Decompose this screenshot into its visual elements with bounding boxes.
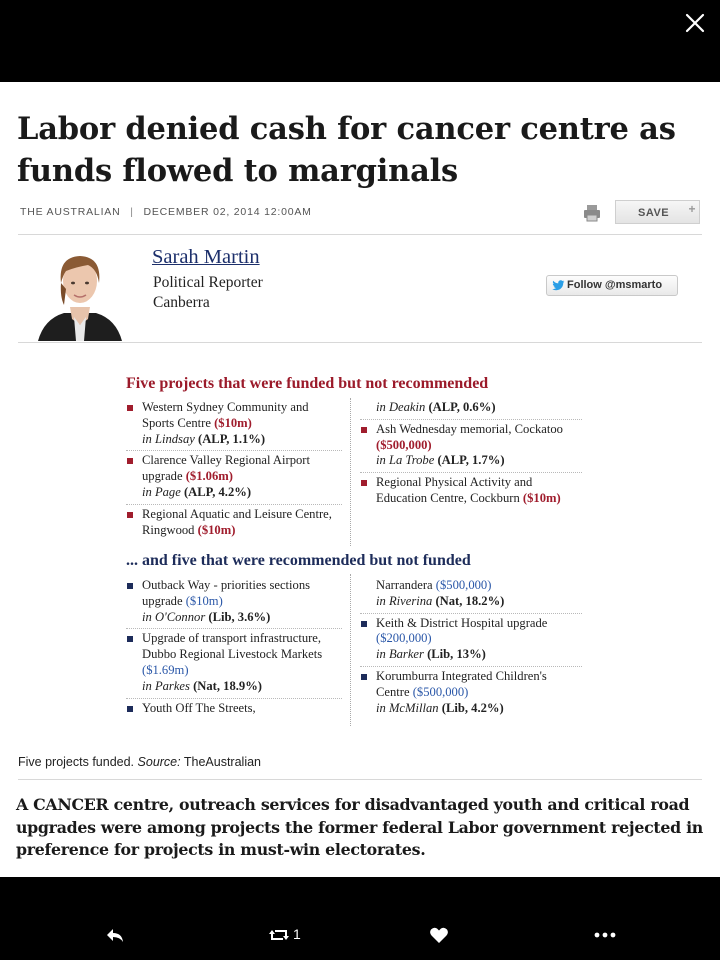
projects-infographic bbox=[116, 372, 586, 732]
electorate: in Lindsay bbox=[142, 431, 195, 446]
project-amount: ($200,000) bbox=[376, 631, 432, 646]
electorate: in Parkes bbox=[142, 678, 190, 693]
retweet-icon bbox=[268, 924, 290, 946]
bullet bbox=[361, 621, 367, 627]
follow-label: Follow @msmarto bbox=[567, 279, 663, 291]
party-margin: (Lib, 4.2%) bbox=[441, 700, 504, 715]
list-item bbox=[360, 578, 582, 614]
plus-icon: + bbox=[688, 202, 696, 216]
list-item bbox=[126, 578, 342, 629]
project-name: Korumburra Integrated Children's Centre bbox=[376, 668, 547, 699]
list-item bbox=[126, 400, 342, 451]
bullet bbox=[361, 427, 367, 433]
project-name: Youth Off The Streets, bbox=[142, 700, 256, 715]
bullet bbox=[127, 458, 133, 464]
list-item bbox=[360, 669, 582, 719]
divider bbox=[18, 342, 702, 343]
electorate: in McMillan bbox=[376, 700, 439, 715]
party-margin: (ALP, 4.2%) bbox=[183, 484, 252, 499]
project-amount: ($10m) bbox=[197, 522, 236, 537]
list-item bbox=[360, 422, 582, 473]
funded-title: Five projects that were funded but not recommended bbox=[126, 375, 489, 392]
party-margin: (Lib, 13%) bbox=[427, 647, 486, 662]
meta-separator: | bbox=[130, 206, 134, 218]
project-amount: ($1.69m) bbox=[142, 662, 189, 677]
twitter-follow-button[interactable] bbox=[546, 275, 678, 296]
column-divider bbox=[350, 398, 351, 546]
save-button[interactable] bbox=[615, 200, 700, 224]
article-page bbox=[0, 82, 720, 877]
project-name: Western Sydney Community and Sports Centre bbox=[142, 400, 309, 430]
caption-text: Five projects funded. bbox=[18, 755, 135, 769]
project-name: Regional Aquatic and Leisure Centre, Ringwood bbox=[142, 506, 332, 537]
twitter-bird-icon bbox=[552, 280, 565, 291]
not-funded-title: ... and five that were recommended but not funded bbox=[126, 552, 471, 569]
not-funded-right-column bbox=[360, 578, 582, 721]
project-name: Ash Wednesday memorial, Cockatoo bbox=[376, 421, 563, 436]
infographic-caption bbox=[18, 755, 261, 769]
viewer-top-bar bbox=[0, 0, 720, 82]
electorate: in Page bbox=[142, 484, 181, 499]
author-role: Political Reporter bbox=[153, 274, 263, 291]
project-amount: ($500,000) bbox=[435, 578, 492, 592]
bullet bbox=[127, 583, 133, 589]
party-margin: (ALP, 1.1%) bbox=[198, 431, 266, 446]
column-divider bbox=[350, 574, 351, 726]
project-name: Regional Physical Activity and Education Centre, Cockburn bbox=[376, 475, 533, 505]
list-item bbox=[360, 475, 582, 510]
bullet bbox=[127, 706, 133, 712]
project-name: Upgrade of transport infrastructure, Dubbo Regional Livestock Markets bbox=[142, 631, 323, 662]
list-item bbox=[360, 616, 582, 667]
caption-source-label: Source: bbox=[137, 755, 181, 769]
project-amount: ($500,000) bbox=[376, 437, 432, 452]
divider bbox=[18, 234, 702, 235]
bullet bbox=[361, 480, 367, 486]
project-amount: ($1.06m) bbox=[185, 469, 233, 484]
caption-source: TheAustralian bbox=[183, 755, 261, 769]
project-name: Clarence Valley Regional Airport upgrade bbox=[142, 453, 310, 484]
party-margin: (Lib, 3.6%) bbox=[208, 609, 271, 624]
tweet-action-bar bbox=[0, 877, 720, 960]
list-item bbox=[360, 400, 582, 420]
bullet bbox=[127, 636, 133, 642]
source-name[interactable]: THE AUSTRALIAN bbox=[20, 206, 121, 218]
article-headline: Labor denied cash for cancer centre as funds flowed to marginals bbox=[17, 111, 676, 189]
bullet bbox=[127, 512, 133, 518]
project-amount: ($10m) bbox=[214, 415, 252, 430]
funded-left-column bbox=[126, 400, 342, 543]
publish-date: DECEMBER 02, 2014 12:00AM bbox=[143, 206, 312, 218]
electorate: in O'Connor bbox=[142, 609, 206, 624]
electorate: in Riverina bbox=[376, 593, 433, 608]
author-location: Canberra bbox=[153, 294, 210, 311]
article-meta bbox=[20, 206, 312, 218]
divider bbox=[18, 779, 702, 780]
print-icon[interactable] bbox=[582, 203, 602, 223]
bullet bbox=[361, 674, 367, 680]
save-label: SAVE bbox=[638, 207, 670, 219]
electorate: in Barker bbox=[376, 647, 424, 662]
project-name: Narrandera bbox=[376, 578, 433, 592]
list-item bbox=[126, 701, 342, 720]
project-amount: ($10m) bbox=[185, 593, 223, 608]
reply-icon[interactable] bbox=[104, 924, 126, 946]
author-avatar[interactable] bbox=[30, 245, 130, 341]
close-icon[interactable] bbox=[684, 12, 706, 34]
article-lede: A CANCER centre, outreach services for disadvantaged youth and critical road upgrades were among projects the former federal Labor government rejected in preference for projects in must-win electorates. bbox=[16, 795, 703, 859]
list-item bbox=[126, 631, 342, 698]
not-funded-left-column bbox=[126, 578, 342, 721]
more-options-icon[interactable] bbox=[593, 924, 617, 946]
project-amount: ($500,000) bbox=[412, 684, 469, 699]
party-margin: (ALP, 0.6%) bbox=[428, 400, 496, 414]
funded-right-column bbox=[360, 400, 582, 512]
electorate: in Deakin bbox=[376, 400, 426, 414]
retweet-count: 1 bbox=[293, 926, 301, 942]
party-margin: (ALP, 1.7%) bbox=[437, 453, 505, 468]
retweet-button[interactable] bbox=[268, 924, 308, 946]
project-amount: ($10m) bbox=[522, 490, 561, 505]
list-item bbox=[126, 507, 342, 542]
party-margin: (Nat, 18.2%) bbox=[435, 593, 505, 608]
project-name: Outback Way - priorities sections upgrade bbox=[142, 578, 311, 608]
electorate: in La Trobe bbox=[376, 453, 435, 468]
project-name: Keith & District Hospital upgrade bbox=[376, 615, 548, 630]
list-item bbox=[126, 453, 342, 504]
author-name-link[interactable]: Sarah Martin bbox=[152, 246, 260, 268]
like-heart-icon[interactable] bbox=[429, 924, 449, 946]
party-margin: (Nat, 18.9%) bbox=[193, 678, 262, 693]
bullet bbox=[127, 405, 133, 411]
